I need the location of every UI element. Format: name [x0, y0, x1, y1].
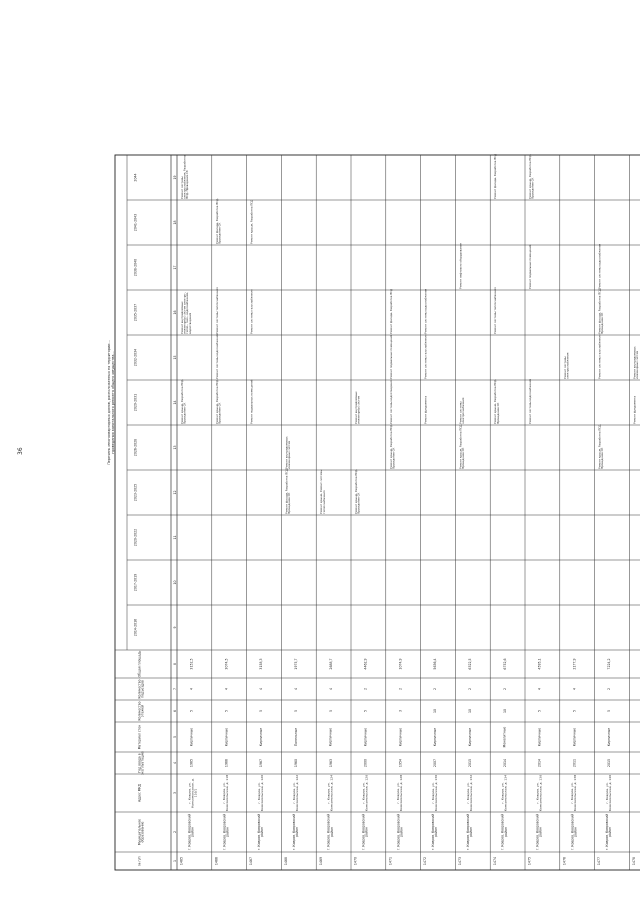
page-number: 36	[17, 447, 24, 455]
row-number: 1467	[249, 856, 254, 866]
column-number: 14	[172, 400, 177, 405]
row-work-cell: Ремонт системы водоснабжения	[598, 243, 602, 289]
row-floors: 5	[537, 709, 542, 713]
row-floors: 10	[502, 708, 507, 714]
row-municipality: г. Ковров, Ковровскийрайон	[326, 813, 334, 851]
row-area: 3074,5	[224, 658, 229, 670]
row-entrances: 2	[433, 687, 438, 691]
row-floors: 5	[294, 709, 298, 713]
column-number: 15	[172, 355, 177, 360]
column-number: 10	[172, 580, 177, 585]
row-address: г. Ковров, ул.Комсомольская, д. 130	[431, 774, 438, 812]
row-entrances: 2	[363, 687, 368, 691]
header-period: 2026-2028	[133, 438, 138, 457]
row-work-cell: Ремонт лифтового оборудования	[459, 243, 463, 289]
row-work-cell: Ремонт системы газоснабжения	[598, 334, 602, 379]
row-work-cell: Ремонт фасада, Разработка ПСД	[389, 288, 393, 334]
row-municipality: г. Ковров, Ковровскийрайон	[431, 813, 439, 851]
row-municipality: г. Ковров, Ковровскийрайон	[535, 813, 543, 851]
row-work-cell: Ремонт подвальных помещений	[529, 244, 532, 289]
row-address: г. Ковров, ул.Комсомольская, д. 128	[396, 774, 404, 812]
header-cell: Материал стен	[137, 724, 142, 750]
header-period: 2044	[133, 173, 138, 182]
row-work-cell: Ремонт внутридомовыхинженерных систем	[633, 346, 639, 379]
row-material: Кирпичные	[259, 727, 264, 747]
row-number: 1477	[597, 856, 602, 866]
row-material: Кирпичные	[467, 727, 472, 747]
row-material: Кирпичные	[363, 727, 368, 747]
row-floors: 5	[363, 709, 368, 713]
header-cell: Адрес МКД	[137, 783, 142, 803]
row-number: 1472	[423, 856, 428, 866]
row-entrances: 2	[398, 687, 403, 691]
row-entrances: 2	[502, 687, 507, 691]
row-number: 1478	[632, 856, 636, 866]
row-area: 1975,7	[294, 658, 298, 670]
row-work-cell: Ремонт крыши, Разработка ПСД,Проведение СК	[215, 379, 222, 424]
row-work-cell: Ремонт системы водоснабжения	[529, 378, 532, 424]
row-area: 6752,6	[502, 658, 507, 670]
row-work-cell: Ремонт фундамента	[424, 395, 428, 424]
row-work-cell: Ремонт подвальных помещений	[389, 334, 393, 379]
header-period: 2014-2016	[133, 618, 138, 637]
row-number: 1473	[458, 856, 462, 866]
column-number: 11	[172, 535, 177, 540]
row-entrances: 4	[224, 687, 229, 691]
row-year: 1966	[224, 758, 229, 768]
row-work-cell: Ремонт фасада, Разработка ПСД,Проведение СК	[598, 288, 605, 334]
row-material: Кирпичные	[189, 727, 194, 747]
row-year: 1954	[398, 758, 403, 768]
row-work-cell: Ремонт подвальных помещений	[250, 379, 254, 424]
row-work-cell: Ремонт фундамента	[633, 395, 637, 424]
row-material: Кирпичные	[572, 727, 577, 747]
row-area: 2688,7	[328, 658, 333, 670]
header-period: 2020-2022	[133, 528, 138, 547]
row-work-cell: Ремонт крыши, Разработка ПСД,Проведение СК	[529, 154, 535, 199]
row-work-cell: Ремонт внутридомовыхинженерных систем	[285, 436, 291, 469]
header-cell: Количествоподъездов	[137, 679, 145, 699]
column-number: 16	[172, 310, 177, 315]
row-material: Панельные	[293, 727, 298, 747]
row-address: г. Ковров, ул.Комсомольская, д. 124	[326, 774, 334, 812]
row-area: 3158,3	[259, 658, 264, 670]
row-year: 2015	[607, 758, 612, 768]
row-floors: 5	[328, 709, 333, 713]
row-address: г. Ковров, ул.Комсомольская, д. 126	[361, 774, 369, 812]
row-area: 4595,1	[537, 658, 542, 670]
row-year: 1965	[189, 758, 194, 768]
header-cell: № п/п	[137, 856, 142, 866]
row-work-cell: Ремонт системыэлектроснабжения, РазработкаПСД, Проведение СК	[181, 155, 190, 199]
row-work-cell: Ремонт системыэлектроснабжения	[459, 397, 465, 424]
row-number: 1465	[179, 856, 184, 866]
column-number: 3	[172, 791, 177, 795]
row-material: Кирпичные	[433, 727, 438, 747]
row-address: г. Ковров, ул.Комсомольская, д. 138	[570, 774, 578, 812]
row-address: г. Ковров, ул.Комсомольская, д. 120	[257, 774, 264, 812]
row-work-cell: Ремонт крыши, Разработка ПСД,Проведение СК	[494, 379, 500, 424]
row-address: г. Ковров, ул.Комсомольская, д. 140	[605, 774, 612, 812]
row-work-cell: Ремонт системы водоснабжения	[215, 333, 219, 379]
row-material: Кирпичные	[398, 727, 403, 747]
column-number: 5	[172, 735, 177, 739]
row-floors: 5	[607, 709, 612, 713]
row-number: 1466	[214, 856, 219, 866]
row-year: 2000	[363, 758, 368, 768]
header-cell: Год ввода вэксплуатацию	[137, 751, 145, 775]
row-work-cell: Ремонт крыши, Разработка ПСД	[250, 199, 254, 244]
column-number: 12	[172, 490, 177, 495]
row-material: Кирпичные	[537, 727, 542, 747]
row-work-cell: Ремонт внутридомовыхинженерных систем электро-,тепло-, газо-, водоснабжения,водоотведения	[181, 292, 192, 334]
header-period: 2023-2025	[133, 483, 138, 502]
row-work-cell: Ремонт фасада, Разработка ПСД,Проведение СК	[285, 468, 291, 514]
header-cell: Общая площадь	[137, 650, 142, 678]
row-entrances: 4	[537, 687, 542, 691]
row-area: 1074,9	[398, 658, 403, 670]
row-floors: 10	[433, 708, 438, 714]
row-number: 1468	[284, 856, 288, 866]
table-subtitle: проведения капитального ремонта общего имущества...	[110, 351, 115, 454]
row-work-cell: Ремонт фасада, Разработка ПСД,Проведение СК	[215, 198, 222, 244]
row-address: г. Ковров, ул.Комсомольская, д. 136	[535, 774, 543, 812]
row-year: 2007	[433, 758, 438, 768]
column-number: 19	[172, 175, 177, 180]
row-work-cell: Ремонт системы водоснабжения	[424, 288, 428, 334]
header-period: 2032-2034	[133, 348, 138, 367]
row-municipality: г. Ковров, Ковровскийрайон	[396, 813, 404, 851]
row-material: Монолитные	[502, 726, 507, 748]
header-period: 2038-2040	[133, 258, 138, 277]
row-address: г. Ковров, ул.Комсомольская, д. 134	[500, 774, 508, 812]
row-work-cell: Ремонт системыэлектроснабжения	[563, 352, 570, 379]
column-number: 8	[172, 662, 177, 666]
row-municipality: г. Ковров, Ковровскийрайон	[500, 813, 508, 851]
row-work-cell: Ремонт системы газоснабжения	[424, 334, 428, 379]
row-floors: 10	[468, 708, 472, 714]
row-number: 1470	[353, 856, 358, 866]
table-title: Перечень многоквартирных домов, расположенных на территории...	[106, 340, 111, 465]
row-entrances: 4	[572, 687, 577, 691]
row-entrances: 4	[328, 687, 333, 691]
row-address: г. Ковров, ул.Комсомольская, д. 122	[291, 774, 299, 812]
row-work-cell: Ремонт крыши, Разработка ПСД,Проведение СК	[355, 469, 361, 514]
row-year: 2014	[502, 758, 507, 768]
column-number: 7	[172, 687, 177, 691]
row-address: г. Ковров, ул.Комсомольская, д.116/1	[187, 778, 198, 808]
row-municipality: г. Ковров, Ковровскийрайон	[257, 813, 265, 851]
column-number: 4	[172, 761, 177, 765]
row-work-cell: Ремонт системы теплоснабжения	[215, 287, 219, 334]
column-number: 17	[172, 265, 177, 270]
row-entrances: 4	[189, 687, 194, 691]
row-work-cell: Ремонт крыши, Разработка ПСД,Проведение СК	[459, 424, 465, 469]
header-cell: Муниципальноеобразование	[137, 818, 145, 846]
row-work-cell: Ремонт крыши, Разработка ПСД,Проведение СК	[598, 424, 605, 469]
row-year: 2011	[572, 758, 577, 768]
header-period: 2029-2031	[133, 393, 138, 412]
row-material: Кирпичные	[224, 727, 229, 747]
column-number: 1	[172, 859, 177, 863]
row-work-cell: Ремонт системы теплоснабжения	[494, 287, 498, 334]
header-period: 2041-2043	[133, 213, 138, 232]
row-area: 3152,5	[189, 658, 194, 670]
row-address: г. Ковров, ул.Комсомольская, д. 132	[465, 774, 473, 812]
row-work-cell: Ремонт фасада, Разработка ПСД	[494, 153, 498, 199]
row-municipality: г. Ковров, Ковровскийрайон	[570, 813, 578, 851]
column-number: 9	[172, 626, 177, 629]
row-floors: 5	[224, 709, 229, 713]
row-entrances: 2	[468, 687, 472, 691]
row-municipality: г. Ковров, Ковровскийрайон	[291, 813, 299, 851]
row-work-cell: Ремонт крыши, Разработка ПСД,Проведение СК	[389, 424, 396, 469]
row-municipality: г. Ковров, Ковровскийрайон	[187, 813, 195, 851]
row-year: 1963	[328, 758, 333, 768]
row-number: 1474	[492, 856, 497, 866]
row-municipality: г. Ковров, Ковровскийрайон	[465, 813, 473, 851]
row-floors: 5	[189, 709, 194, 713]
row-municipality: г. Ковров, Ковровскийрайон	[605, 813, 613, 851]
row-number: 1471	[388, 856, 393, 866]
column-number: 6	[172, 709, 177, 713]
row-work-cell: Ремонт системы газоснабжения	[250, 289, 254, 334]
row-municipality: г. Ковров, Ковровскийрайон	[222, 813, 230, 851]
row-work-cell: Ремонт системы водоотведения	[389, 379, 393, 424]
row-floors: 5	[259, 709, 264, 713]
row-material: Кирпичные	[607, 727, 612, 747]
row-area: 2177,9	[572, 658, 577, 670]
row-address: г. Ковров, ул.Комсомольская, д. 118	[222, 774, 230, 812]
row-number: 1475	[527, 856, 532, 866]
header-period: 2035-2037	[133, 303, 138, 322]
column-number: 18	[172, 220, 177, 225]
row-area: 6322,5	[468, 658, 472, 670]
row-entrances: 4	[294, 687, 298, 691]
column-number: 2	[172, 830, 177, 834]
row-area: 7224,2	[607, 658, 612, 670]
row-floors: 3	[398, 709, 403, 713]
header-cell: Количествоэтажей	[137, 701, 145, 721]
row-area: 5636,4	[433, 658, 438, 670]
row-material: Кирпичные	[328, 727, 333, 747]
row-year: 1967	[259, 758, 264, 768]
row-entrances: 2	[607, 687, 612, 691]
row-year: 1960	[294, 758, 298, 768]
row-work-cell: Ремонт крыши, Разработка ПСД,Проведение СК	[181, 379, 187, 424]
row-municipality: г. Ковров, Ковровскийрайон	[361, 813, 369, 851]
row-number: 1469	[318, 856, 323, 866]
row-number: 1476	[562, 856, 567, 866]
row-floors: 5	[572, 709, 577, 713]
row-year: 2015	[468, 758, 472, 768]
row-work-cell: Ремонт внутридомовыхинженерных систем	[355, 391, 361, 424]
row-work-cell: Ремонт крыши, Ремонт системытеплоснабжения	[320, 469, 326, 514]
row-area: 4462,9	[363, 658, 368, 670]
header-period: 2017-2019	[133, 573, 138, 592]
column-number: 13	[172, 445, 177, 450]
row-year: 2014	[537, 758, 542, 768]
row-entrances: 4	[259, 687, 264, 691]
